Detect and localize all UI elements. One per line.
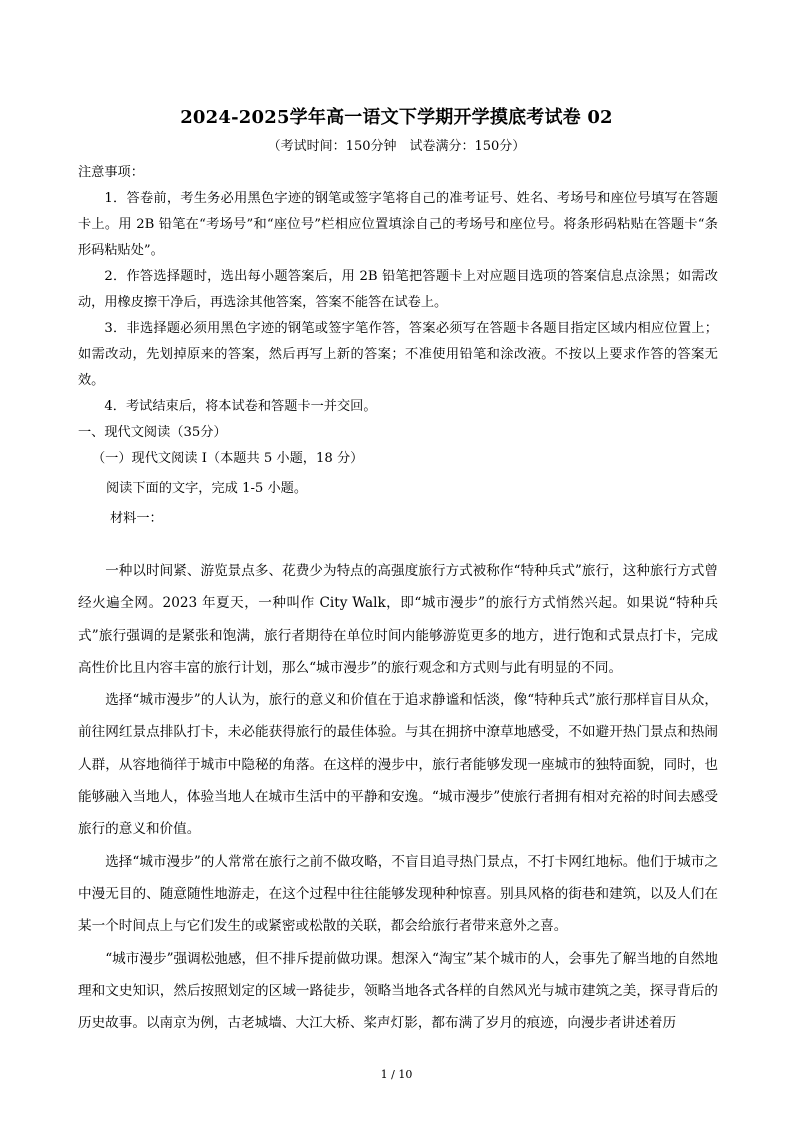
- notice-item-4: 4．考试结束后，将本试卷和答题卡一并交回。: [104, 399, 377, 414]
- notice-heading: 注意事项：: [78, 165, 144, 180]
- material-paragraph-2: 选择“城市漫步”的人认为，旅行的意义和价值在于追求静谧和恬淡，像“特种兵式”旅行那样盲目从众，前往网红景点排队打卡，未必能获得旅行的最佳体验。与其在拥挤中潦草地感受，不如避开热门景点和热闹人群，从容地徜徉于城市中隐秘的角落。在这样的漫步中，旅行者能够发现一座城市的独特面貌，同时，也能够融入当地人，体验当地人在城市生活中的平静和安逸。“城市漫步”使旅行者拥有相对充裕的时间去感受旅行的意义和价值。: [78, 692, 718, 838]
- exam-subtitle: （考试时间：150分钟 试卷满分：150分）: [267, 139, 526, 154]
- notice-item-2: 2．作答选择题时，选出每小题答案后，用 2B 铅笔把答题卡上对应题目选项的答案信息点涂黑；如需改动，用橡皮擦干净后，再选涂其他答案，答案不能答在试卷上。: [78, 269, 718, 310]
- exam-title: 2024-2025学年高一语文下学期开学摸底考试卷 02: [180, 107, 613, 128]
- material-paragraph-4: “城市漫步”强调松弛感，但不排斥提前做功课。想深入“淘宝”某个城市的人，会事先了解当地的自然地理和文史知识，然后按照划定的区域一路徒步，领略当地各式各样的自然风光与城市建筑之美，探寻背后的历史故事。以南京为例，古老城墙、大江大桥、桨声灯影，都布满了岁月的痕迹，向漫步者讲述着历: [78, 950, 718, 1032]
- reading-instruction: 阅读下面的文字，完成 1-5 小题。: [106, 481, 308, 496]
- section-heading: 一、现代文阅读（35分）: [78, 425, 227, 440]
- page-number: 1 / 10: [380, 1068, 413, 1081]
- notice-item-3: 3．非选择题必须用黑色字迹的钢笔或签字笔作答，答案必须写在答题卡各题目指定区域内相应位置上；如需改动，先划掉原来的答案，然后再写上新的答案；不准使用铅笔和涂改液。不按以上要求作答的答案无效。: [78, 321, 718, 388]
- notice-item-1: 1．答卷前，考生务必用黑色字迹的钢笔或签字笔将自己的准考证号、姓名、考场号和座位号填写在答题卡上。用 2B 铅笔在“考场号”和“座位号”栏相应位置填涂自己的考场号和座位号。将条形码粘贴在答题卡“条形码粘贴处”。: [78, 191, 718, 258]
- subsection-heading: （一）现代文阅读 I（本题共 5 小题，18 分）: [92, 451, 364, 466]
- material-paragraph-1: 一种以时间紧、游览景点多、花费少为特点的高强度旅行方式被称作“特种兵式”旅行，这种旅行方式曾经火遍全网。2023 年夏天，一种叫作 City Walk，即“城市漫步”的旅行方式悄然兴起。如果说“特种兵式”旅行强调的是紧张和饱满，旅行者期待在单位时间内能够游览更多的地方，进行饱和式景点打卡，完成高性价比且内容丰富的旅行计划，那么“城市漫步”的旅行观念和方式则与此有明显的不同。: [78, 563, 718, 676]
- material-paragraph-3: 选择“城市漫步”的人常常在旅行之前不做攻略，不盲目追寻热门景点，不打卡网红地标。他们于城市之中漫无目的、随意随性地游走，在这个过程中往往能够发现种种惊喜。别具风格的街巷和建筑，以及人们在某一个时间点上与它们发生的或紧密或松散的关联，都会给旅行者带来意外之喜。: [78, 853, 718, 935]
- material-label: 材料一：: [110, 511, 163, 526]
- notice-block: [78, 160, 718, 532]
- material-body: [78, 555, 718, 1039]
